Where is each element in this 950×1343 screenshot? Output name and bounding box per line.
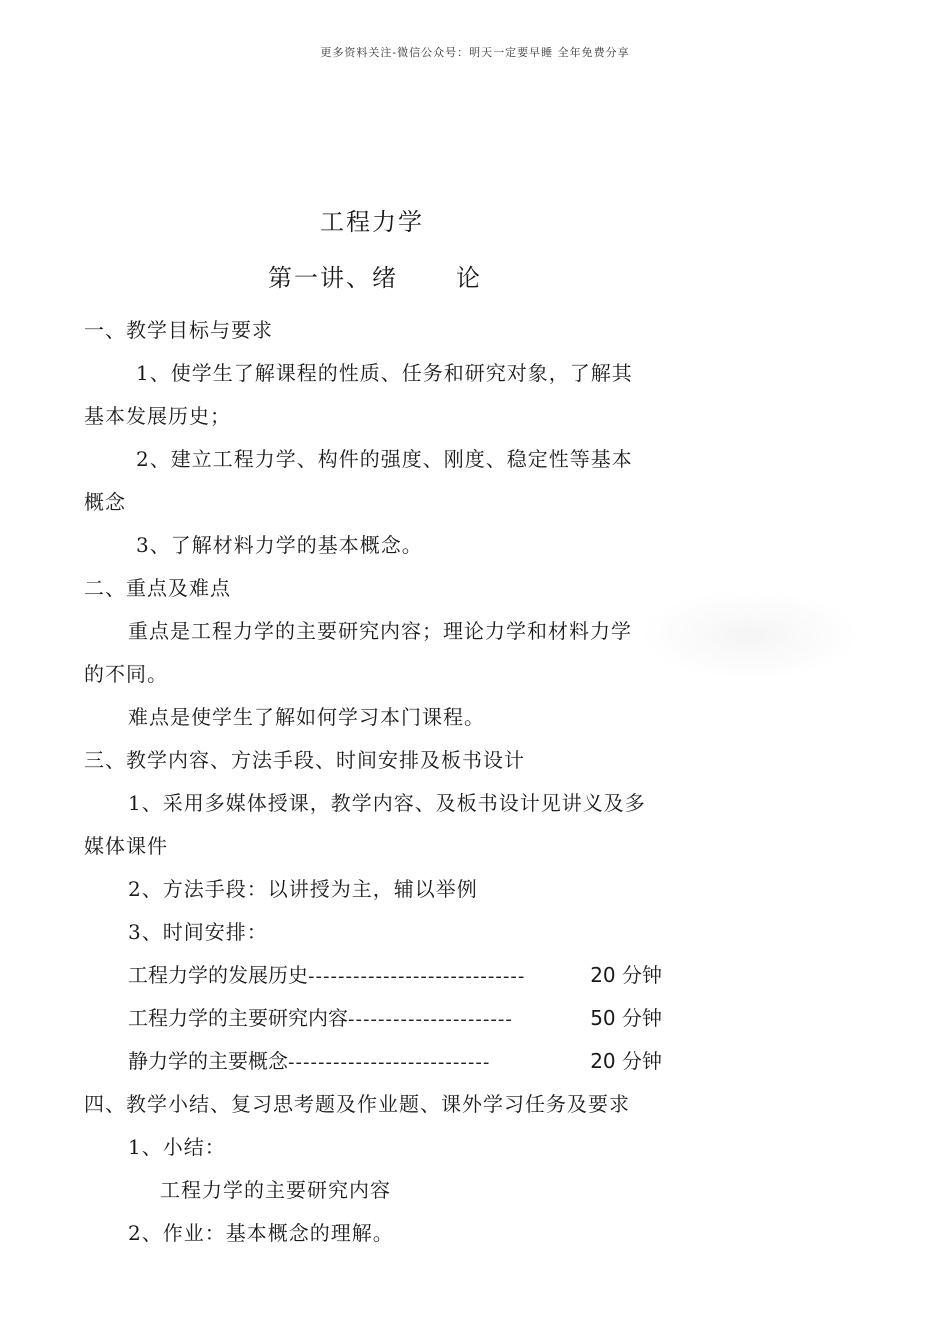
lecture-subtitle: [268, 258, 482, 293]
schedule-time: 20 分钟: [590, 963, 662, 987]
s3-item1-line1: 1、采用多媒体授课，教学内容、及板书设计见讲义及多: [128, 791, 646, 815]
s1-item3: 3、了解材料力学的基本概念。: [136, 533, 423, 557]
s1-item1-line1: 1、使学生了解课程的性质、任务和研究对象，了解其: [136, 361, 633, 385]
schedule-time: 50 分钟: [590, 1006, 662, 1030]
scan-smudge: [640, 590, 860, 680]
schedule-row: [128, 1002, 662, 1031]
s4-item1: 1、小结：: [128, 1135, 226, 1159]
subtitle-part1: 第一讲、绪: [268, 264, 398, 292]
schedule-dashes: ----------------------: [348, 1009, 513, 1030]
section-2-heading: 二、重点及难点: [84, 576, 231, 600]
s1-item1-line2: 基本发展历史；: [84, 404, 231, 428]
s3-item1-line2: 媒体课件: [84, 834, 168, 858]
schedule-dashes: -----------------------------: [308, 966, 526, 987]
schedule-time: 20 分钟: [590, 1049, 662, 1073]
schedule-row: [128, 1045, 662, 1074]
schedule-topic: 工程力学的主要研究内容: [128, 1006, 348, 1030]
section-3-heading: 三、教学内容、方法手段、时间安排及板书设计: [84, 748, 525, 772]
schedule-row: [128, 959, 662, 988]
s2-key-line2: 的不同。: [84, 662, 168, 686]
header-note: 更多资料关注-微信公众号：明天一定要早睡 全年免费分享: [320, 46, 630, 59]
s1-item2-line1: 2、建立工程力学、构件的强度、刚度、稳定性等基本: [136, 447, 633, 471]
schedule-topic: 静力学的主要概念: [128, 1049, 288, 1073]
document-title: 工程力学: [320, 208, 424, 236]
schedule-topic: 工程力学的发展历史: [128, 963, 308, 987]
s2-difficulty: 难点是使学生了解如何学习本门课程。: [128, 705, 485, 729]
s4-item2: 2、作业：基本概念的理解。: [128, 1221, 394, 1245]
s3-item2: 2、方法手段：以讲授为主，辅以举例: [128, 877, 478, 901]
s4-item1-detail: 工程力学的主要研究内容: [160, 1178, 391, 1202]
s3-item3: 3、时间安排：: [128, 920, 268, 944]
schedule-dashes: ---------------------------: [288, 1052, 491, 1073]
subtitle-part2: 论: [456, 264, 482, 292]
s1-item2-line2: 概念: [84, 490, 126, 514]
s2-key-line1: 重点是工程力学的主要研究内容；理论力学和材料力学: [128, 619, 632, 643]
section-4-heading: 四、教学小结、复习思考题及作业题、课外学习任务及要求: [84, 1092, 630, 1116]
section-1-heading: 一、教学目标与要求: [84, 318, 273, 342]
